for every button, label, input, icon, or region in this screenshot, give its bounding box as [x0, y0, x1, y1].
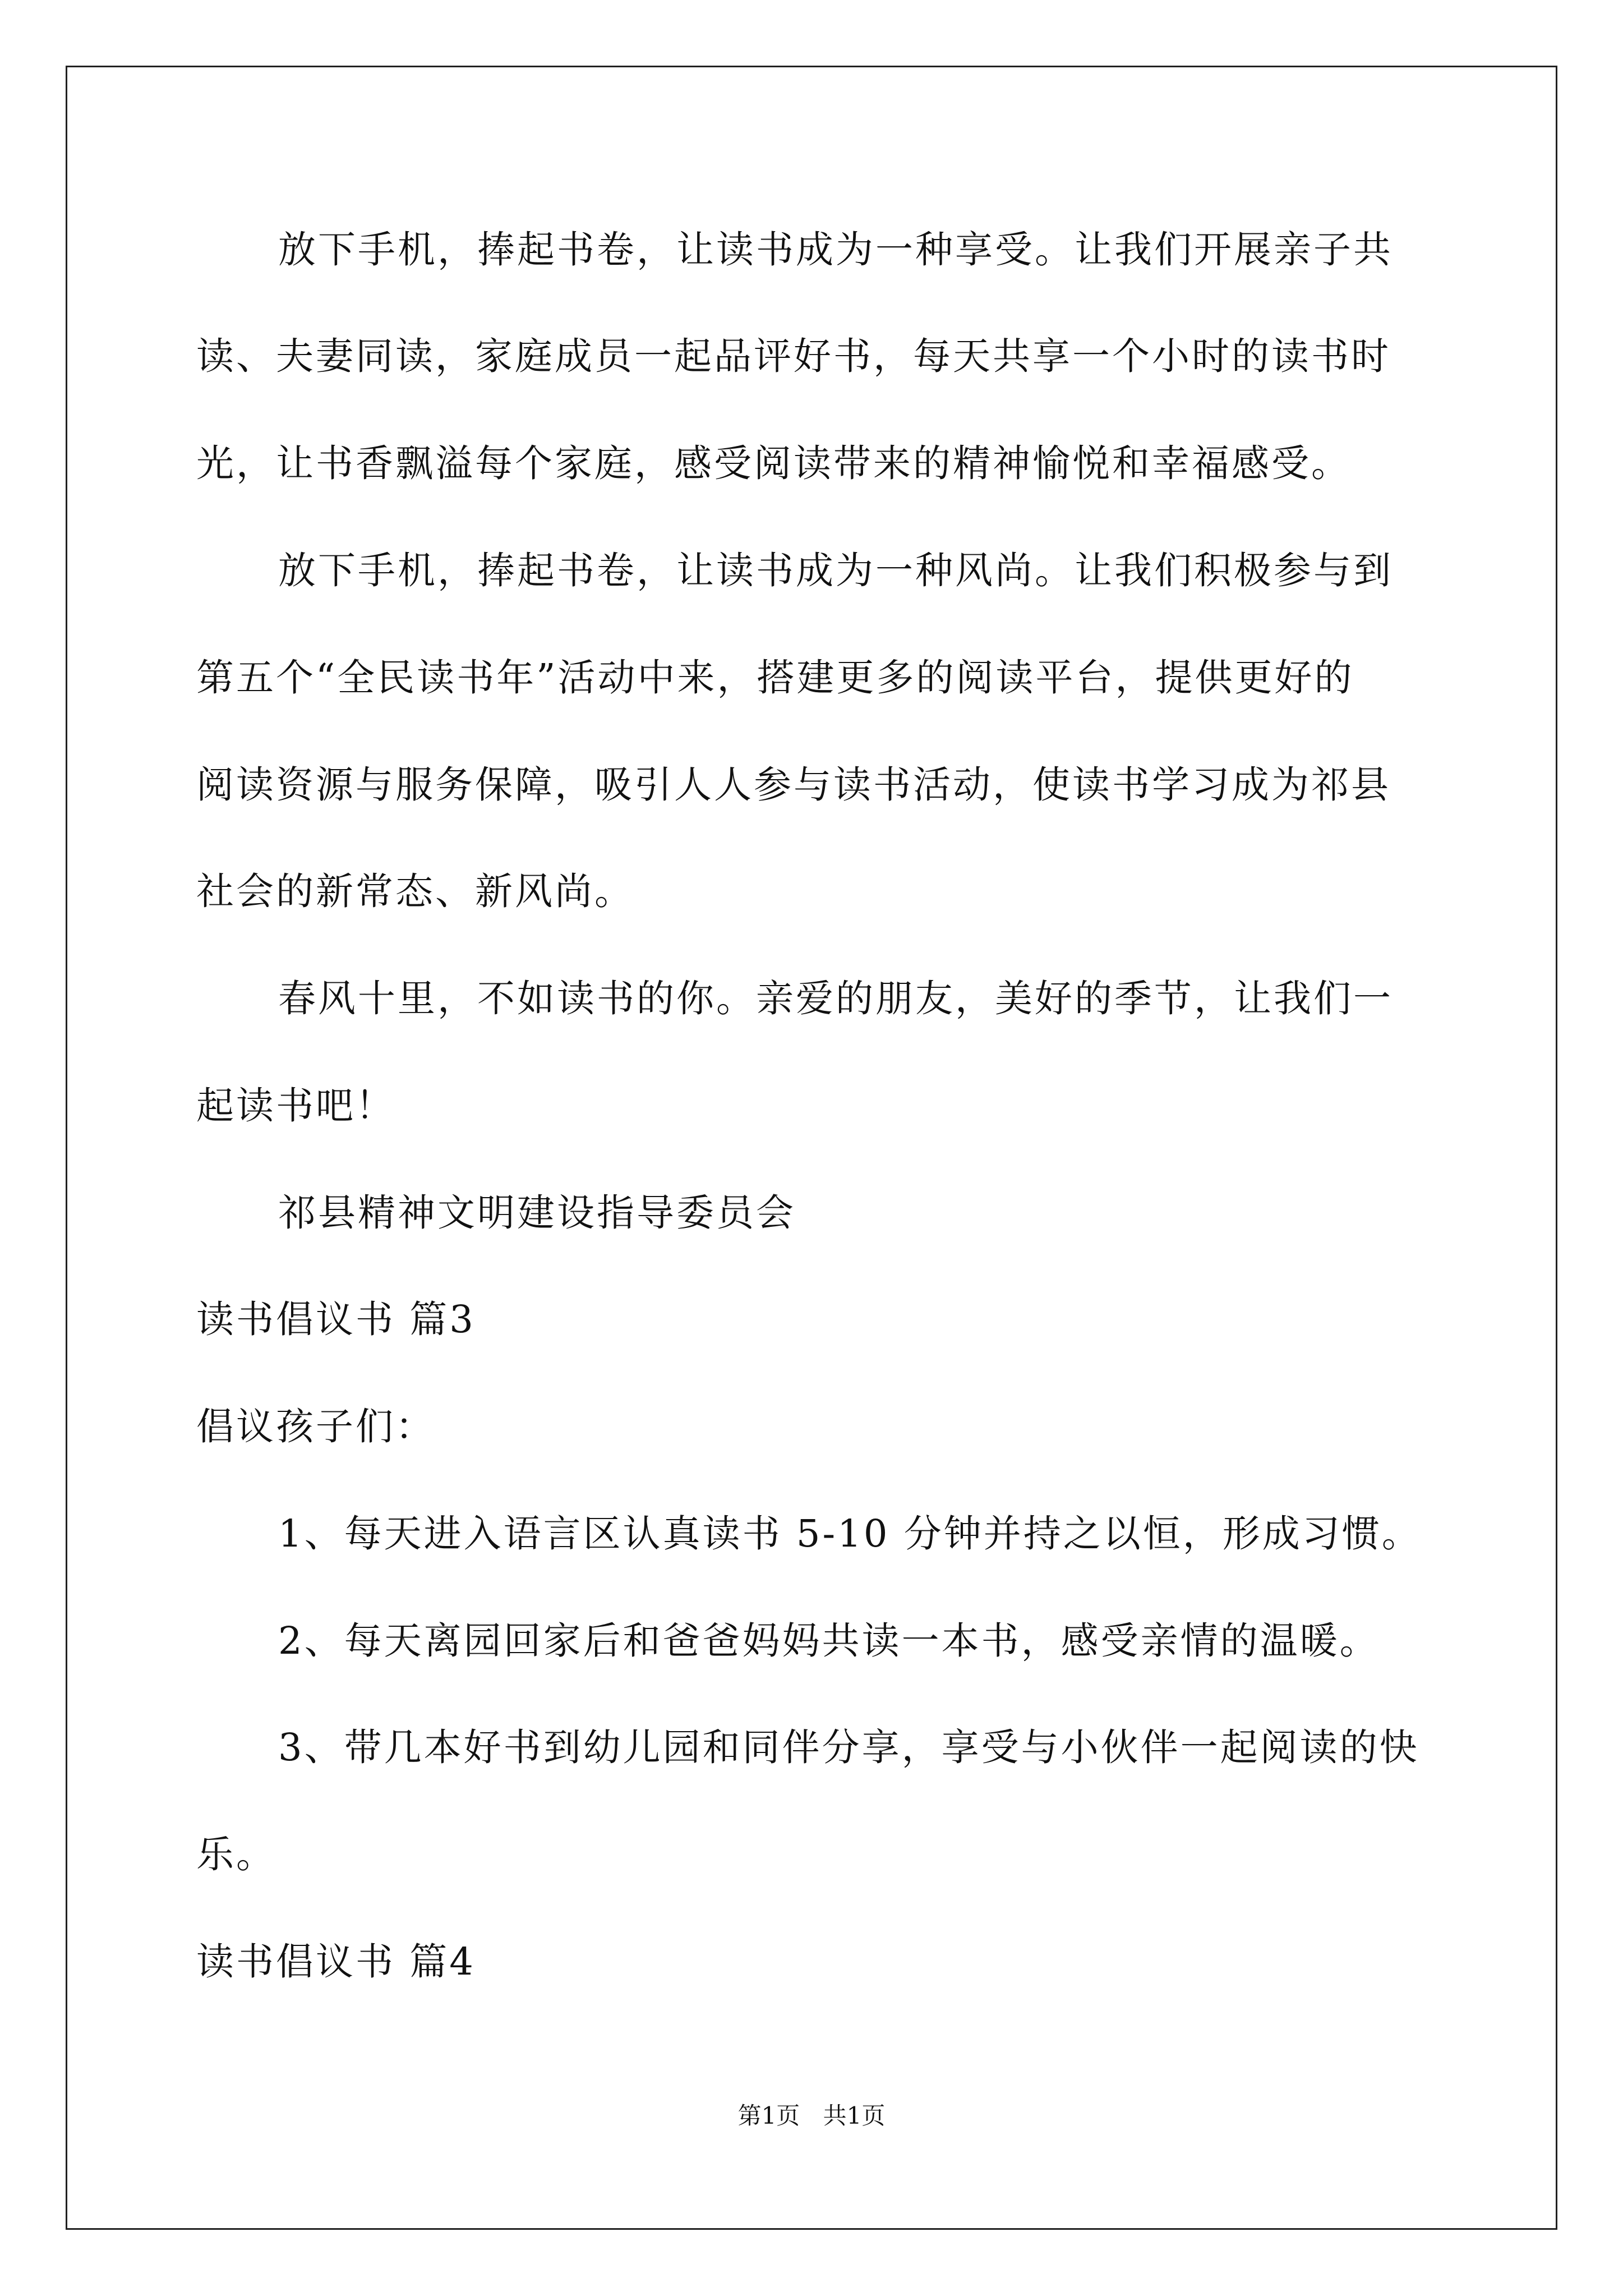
paragraph-1-line-1: 放下手机，捧起书卷，让读书成为一种享受。让我们开展亲子共	[278, 228, 1393, 272]
section-3-item-1: 1、每天进入语言区认真读书 5-10 分钟并持之以恒，形成习惯。	[278, 1512, 1422, 1556]
section-4-heading: 读书倡议书 篇4	[196, 1940, 476, 1984]
paragraph-2-line-3: 阅读资源与服务保障，吸引人人参与读书活动，使读书学习成为祁县	[196, 763, 1391, 807]
page-border	[66, 66, 1557, 2230]
paragraph-2-line-2: 第五个“全民读书年”活动中来，搭建更多的阅读平台，提供更好的	[196, 656, 1354, 700]
signature: 祁县精神文明建设指导委员会	[278, 1191, 796, 1235]
page-total: 共1页	[823, 2102, 886, 2129]
paragraph-1-line-3: 光，让书香飘溢每个家庭，感受阅读带来的精神愉悦和幸福感受。	[196, 441, 1351, 485]
section-3-intro: 倡议孩子们：	[196, 1405, 435, 1448]
section-3-item-2: 2、每天离园回家后和爸爸妈妈共读一本书，感受亲情的温暖。	[278, 1619, 1380, 1663]
paragraph-2-line-4: 社会的新常态、新风尚。	[196, 869, 634, 913]
paragraph-1-line-2: 读、夫妻同读，家庭成员一起品评好书，每天共享一个小时的读书时	[196, 334, 1391, 378]
paragraph-3-line-2: 起读书吧！	[196, 1084, 395, 1128]
section-3-heading: 读书倡议书 篇3	[196, 1297, 476, 1341]
page-footer	[0, 2102, 1623, 2130]
section-3-item-3-continued: 乐。	[196, 1833, 276, 1876]
paragraph-3-line-1: 春风十里，不如读书的你。亲爱的朋友，美好的季节，让我们一	[278, 977, 1393, 1020]
page-number: 第1页	[737, 2102, 800, 2129]
paragraph-2-line-1: 放下手机，捧起书卷，让读书成为一种风尚。让我们积极参与到	[278, 549, 1393, 592]
section-3-item-3: 3、带几本好书到幼儿园和同伴分享，享受与小伙伴一起阅读的快	[278, 1726, 1419, 1769]
